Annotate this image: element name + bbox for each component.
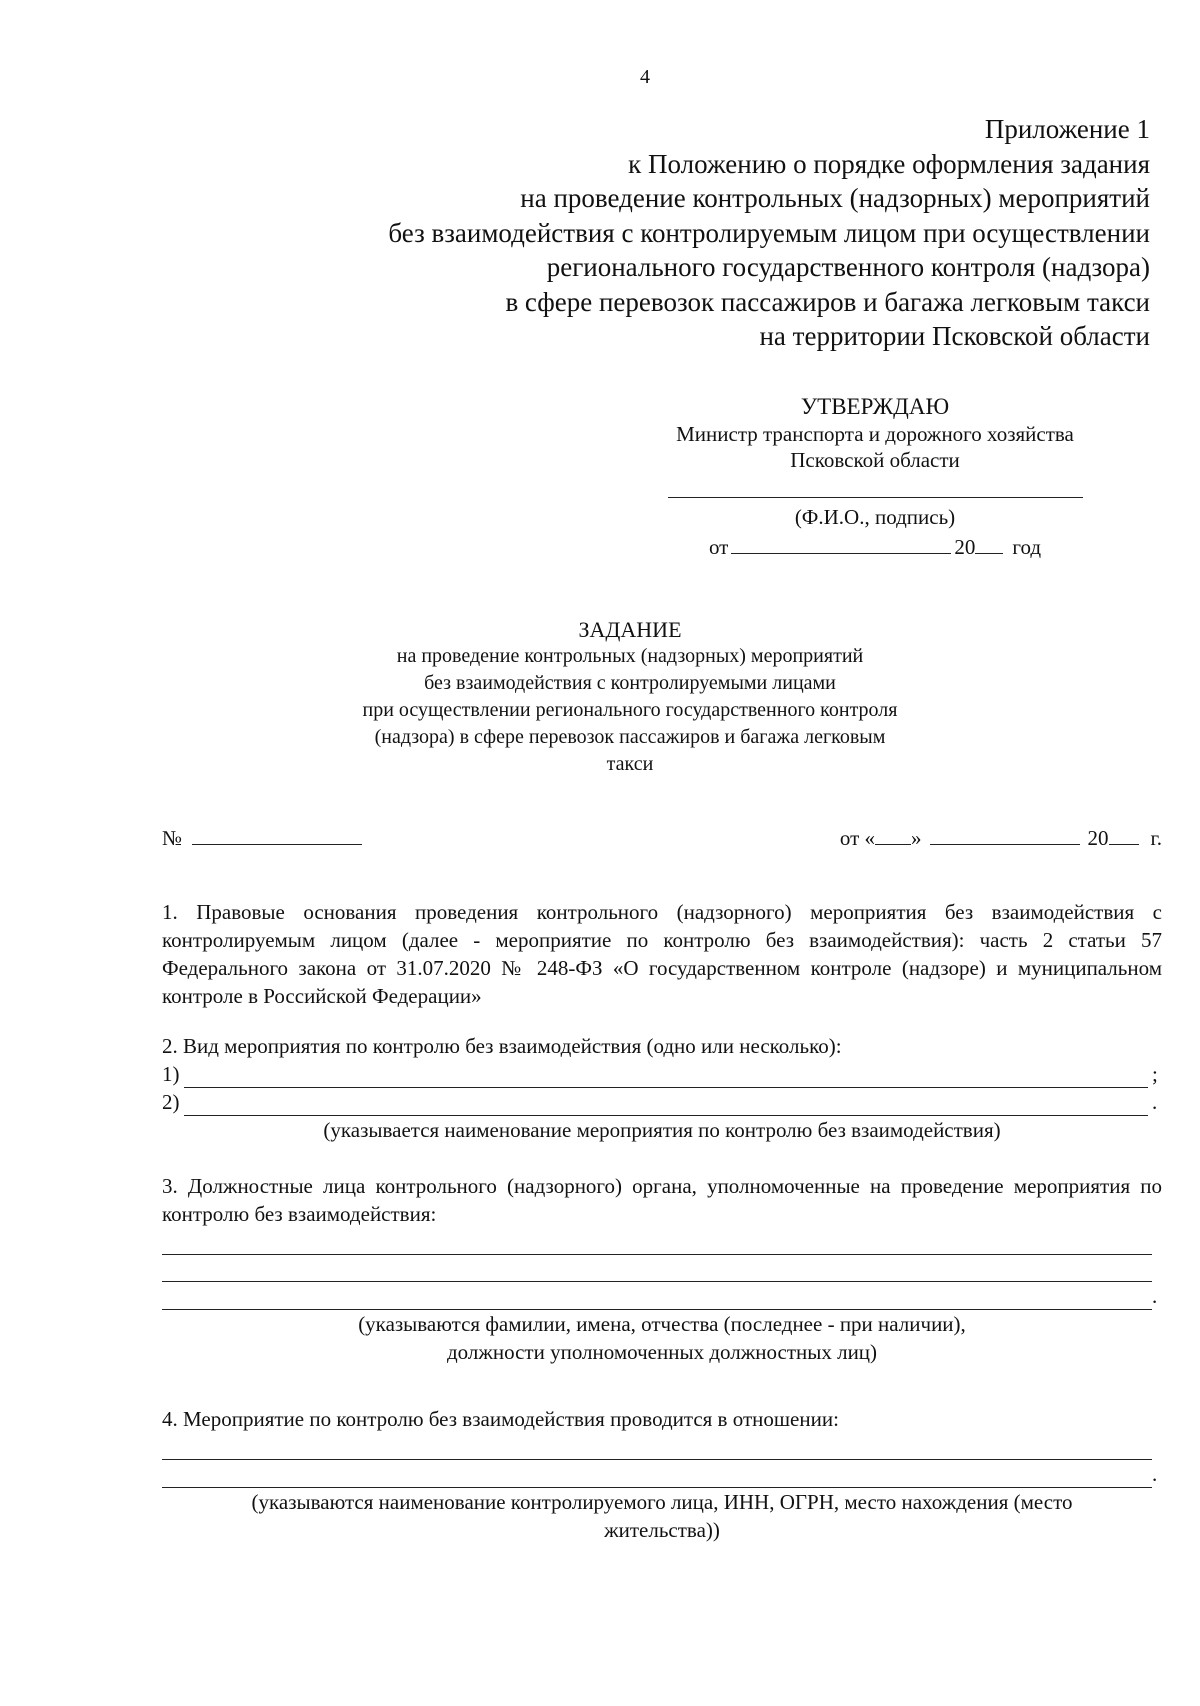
item-1-end: ; bbox=[1152, 1062, 1158, 1086]
section-2-title: 2. Вид мероприятия по контролю без взаимодействия (одно или несколько): bbox=[162, 1034, 842, 1058]
task-line: (надзора) в сфере перевозок пассажиров и багажа легковым bbox=[374, 726, 886, 748]
signature-line[interactable] bbox=[668, 497, 1083, 498]
section-2 bbox=[162, 1032, 1162, 1144]
approval-year-blank[interactable] bbox=[975, 535, 1003, 554]
approval-heading: УТВЕРЖДАЮ bbox=[800, 394, 950, 419]
approval-position: Министр транспорта и дорожного хозяйства bbox=[676, 422, 1074, 446]
section-4-caption-2: жительства)) bbox=[604, 1518, 720, 1542]
approval-date-row bbox=[640, 534, 1110, 560]
officials-blank-3[interactable] bbox=[162, 1283, 1152, 1310]
appendix-line: на проведение контрольных (надзорных) мероприятий bbox=[520, 183, 1150, 213]
section-2-item-2 bbox=[162, 1088, 1162, 1116]
item-1-label: 1) bbox=[162, 1062, 180, 1086]
section-2-caption: (указывается наименование мероприятия по контролю без взаимодействия) bbox=[323, 1118, 1001, 1142]
task-date-mid: » bbox=[911, 826, 922, 850]
officials-row-3 bbox=[162, 1282, 1162, 1310]
officials-blank-2[interactable] bbox=[162, 1255, 1152, 1282]
subject-end: . bbox=[1152, 1462, 1158, 1486]
appendix-line: регионального государственного контроля (надзора) bbox=[546, 252, 1150, 282]
section-2-item-1 bbox=[162, 1060, 1162, 1088]
number-date-row bbox=[162, 826, 1162, 851]
task-line: на проведение контрольных (надзорных) мероприятий bbox=[396, 645, 864, 667]
signature-caption: (Ф.И.О., подпись) bbox=[794, 505, 956, 529]
task-date-prefix: от « bbox=[839, 826, 875, 850]
section-3-caption-1: (указываются фамилии, имена, отчества (последнее - при наличии), bbox=[358, 1312, 966, 1336]
task-year-prefix: 20 bbox=[1087, 826, 1109, 850]
item-2-blank[interactable] bbox=[184, 1095, 1149, 1116]
subject-blank-1[interactable] bbox=[162, 1433, 1152, 1460]
task-year-suffix: г. bbox=[1150, 826, 1162, 850]
item-2-label: 2) bbox=[162, 1090, 180, 1114]
approval-date-blank[interactable] bbox=[731, 535, 951, 554]
approval-date-prefix: от bbox=[708, 535, 729, 559]
appendix-line: Приложение 1 bbox=[984, 114, 1150, 144]
number-blank[interactable] bbox=[192, 826, 362, 845]
appendix-line: к Положению о порядке оформления задания bbox=[628, 148, 1150, 179]
task-day-blank[interactable] bbox=[875, 826, 911, 845]
task-line: без взаимодействия с контролируемыми лицами bbox=[424, 672, 836, 694]
section-4 bbox=[162, 1405, 1162, 1544]
page-number: 4 bbox=[640, 66, 650, 88]
task-line: при осуществлении регионального государственного контроля bbox=[362, 699, 898, 721]
subject-row-2 bbox=[162, 1460, 1162, 1488]
subject-blank-2[interactable] bbox=[162, 1461, 1152, 1488]
number-sign: № bbox=[162, 826, 183, 850]
section-3 bbox=[162, 1172, 1162, 1366]
section-3-text: 3. Должностные лица контрольного (надзорного) органа, уполномоченные на проведение мероприятия по контролю без взаимодействия: bbox=[162, 1174, 1162, 1226]
item-2-end: . bbox=[1152, 1090, 1158, 1114]
item-1-blank[interactable] bbox=[184, 1067, 1149, 1088]
section-3-caption-2: должности уполномоченных должностных лиц) bbox=[446, 1340, 878, 1364]
appendix-line: на территории Псковской области bbox=[759, 321, 1150, 351]
appendix-header bbox=[150, 112, 1150, 354]
appendix-line: в сфере перевозок пассажиров и багажа легковым такси bbox=[505, 286, 1150, 317]
appendix-line: без взаимодействия с контролируемым лицом при осуществлении bbox=[388, 217, 1150, 248]
section-1: 1. Правовые основания проведения контрольного (надзорного) мероприятия без взаимодействия с контролируемым лицом (далее - мероприятие по контролю без взаимодействия): часть 2 статьи 57 Федерального закона от 31.07.2020 № 248-ФЗ «О государственном контроле (надзоре) и муниципальном контроле в Российской Федерации» bbox=[162, 900, 1162, 1008]
task-title-block bbox=[280, 616, 980, 778]
task-year-blank[interactable] bbox=[1109, 826, 1139, 845]
approval-block bbox=[640, 393, 1110, 560]
approval-date-year: 20 bbox=[954, 535, 976, 559]
approval-region: Псковской области bbox=[790, 448, 960, 472]
section-4-caption-1: (указываются наименование контролируемого лица, ИНН, ОГРН, место нахождения (место bbox=[251, 1490, 1073, 1514]
officials-end: . bbox=[1152, 1284, 1158, 1308]
officials-blank-1[interactable] bbox=[162, 1228, 1152, 1255]
section-4-title: 4. Мероприятие по контролю без взаимодействия проводится в отношении: bbox=[162, 1407, 839, 1431]
task-line: такси bbox=[606, 753, 654, 775]
task-heading: ЗАДАНИЕ bbox=[578, 617, 682, 642]
approval-date-suffix: год bbox=[1012, 535, 1042, 559]
task-month-blank[interactable] bbox=[930, 826, 1080, 845]
